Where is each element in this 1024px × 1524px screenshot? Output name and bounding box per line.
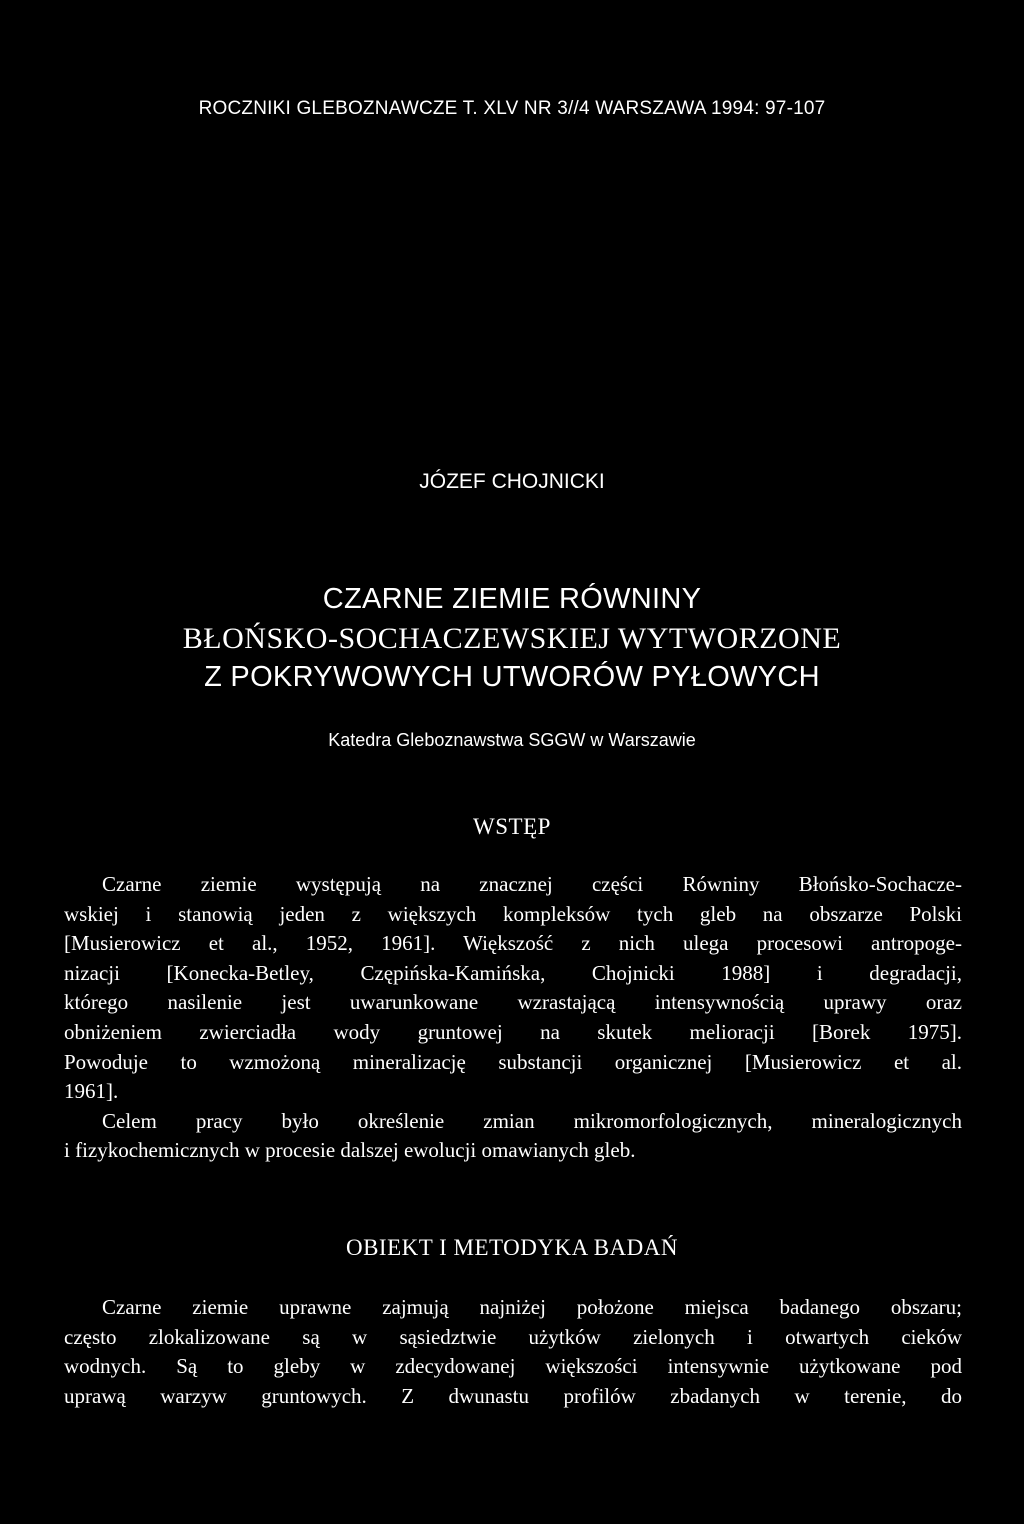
introduction-text [64,870,962,1166]
text-line: Celem pracy było określenie zmian mikromorfologicznych, mineralogicznych [102,1108,962,1133]
text-line: i fizykochemicznych w procesie dalszej ewolucji omawianych gleb. [64,1138,636,1163]
title-line-2: BŁOŃSKO-SOCHACZEWSKIEJ WYTWORZONE [182,622,842,655]
text-line: często zlokalizowane są w sąsiedztwie użytków zielonych i otwartych cieków [64,1324,962,1349]
affiliation: Katedra Gleboznawstwa SGGW w Warszawie [328,730,696,750]
text-line: Powoduje to wzmożoną mineralizację substancji organicznej [Musierowicz et al. [64,1049,962,1074]
article-title [0,580,1024,697]
journal-header: ROCZNIKI GLEBOZNAWCZE T. XLV NR 3//4 WARSZAWA 1994: 97-107 [198,98,826,119]
methods-text [64,1293,962,1411]
author-name: JÓZEF CHOJNICKI [419,470,605,493]
text-line: obniżeniem zwierciadła wody gruntowej na skutek melioracji [Borek 1975]. [64,1019,962,1044]
section-heading-introduction: WSTĘP [473,814,551,839]
text-line: [Musierowicz et al., 1952, 1961]. Większość z nich ulega procesowi antropoge- [64,931,962,956]
text-line: którego nasilenie jest uwarunkowane wzrastającą intensywnością uprawy oraz [64,990,962,1015]
text-line: Czarne ziemie występują na znacznej części Równiny Błońsko-Sochacze- [102,872,962,896]
title-line-3: Z POKRYWOWYCH UTWORÓW PYŁOWYCH [204,661,820,693]
text-line: wskiej i stanowią jeden z większych kompleksów tych gleb na obszarze Polski [64,901,962,926]
title-line-1: CZARNE ZIEMIE RÓWNINY [322,583,702,615]
text-line: uprawą warzyw gruntowych. Z dwunastu profilów zbadanych w terenie, do [64,1383,962,1408]
text-line: wodnych. Są to gleby w zdecydowanej większości intensywnie użytkowane pod [64,1354,962,1379]
text-line: nizacji [Konecka-Betley, Czępińska-Kamińska, Chojnicki 1988] i degradacji, [64,960,962,985]
text-line: Czarne ziemie uprawne zajmują najniżej położone miejsca badanego obszaru; [102,1295,962,1319]
section-heading-methods: OBIEKT I METODYKA BADAŃ [345,1235,678,1260]
text-line: 1961]. [64,1079,119,1104]
